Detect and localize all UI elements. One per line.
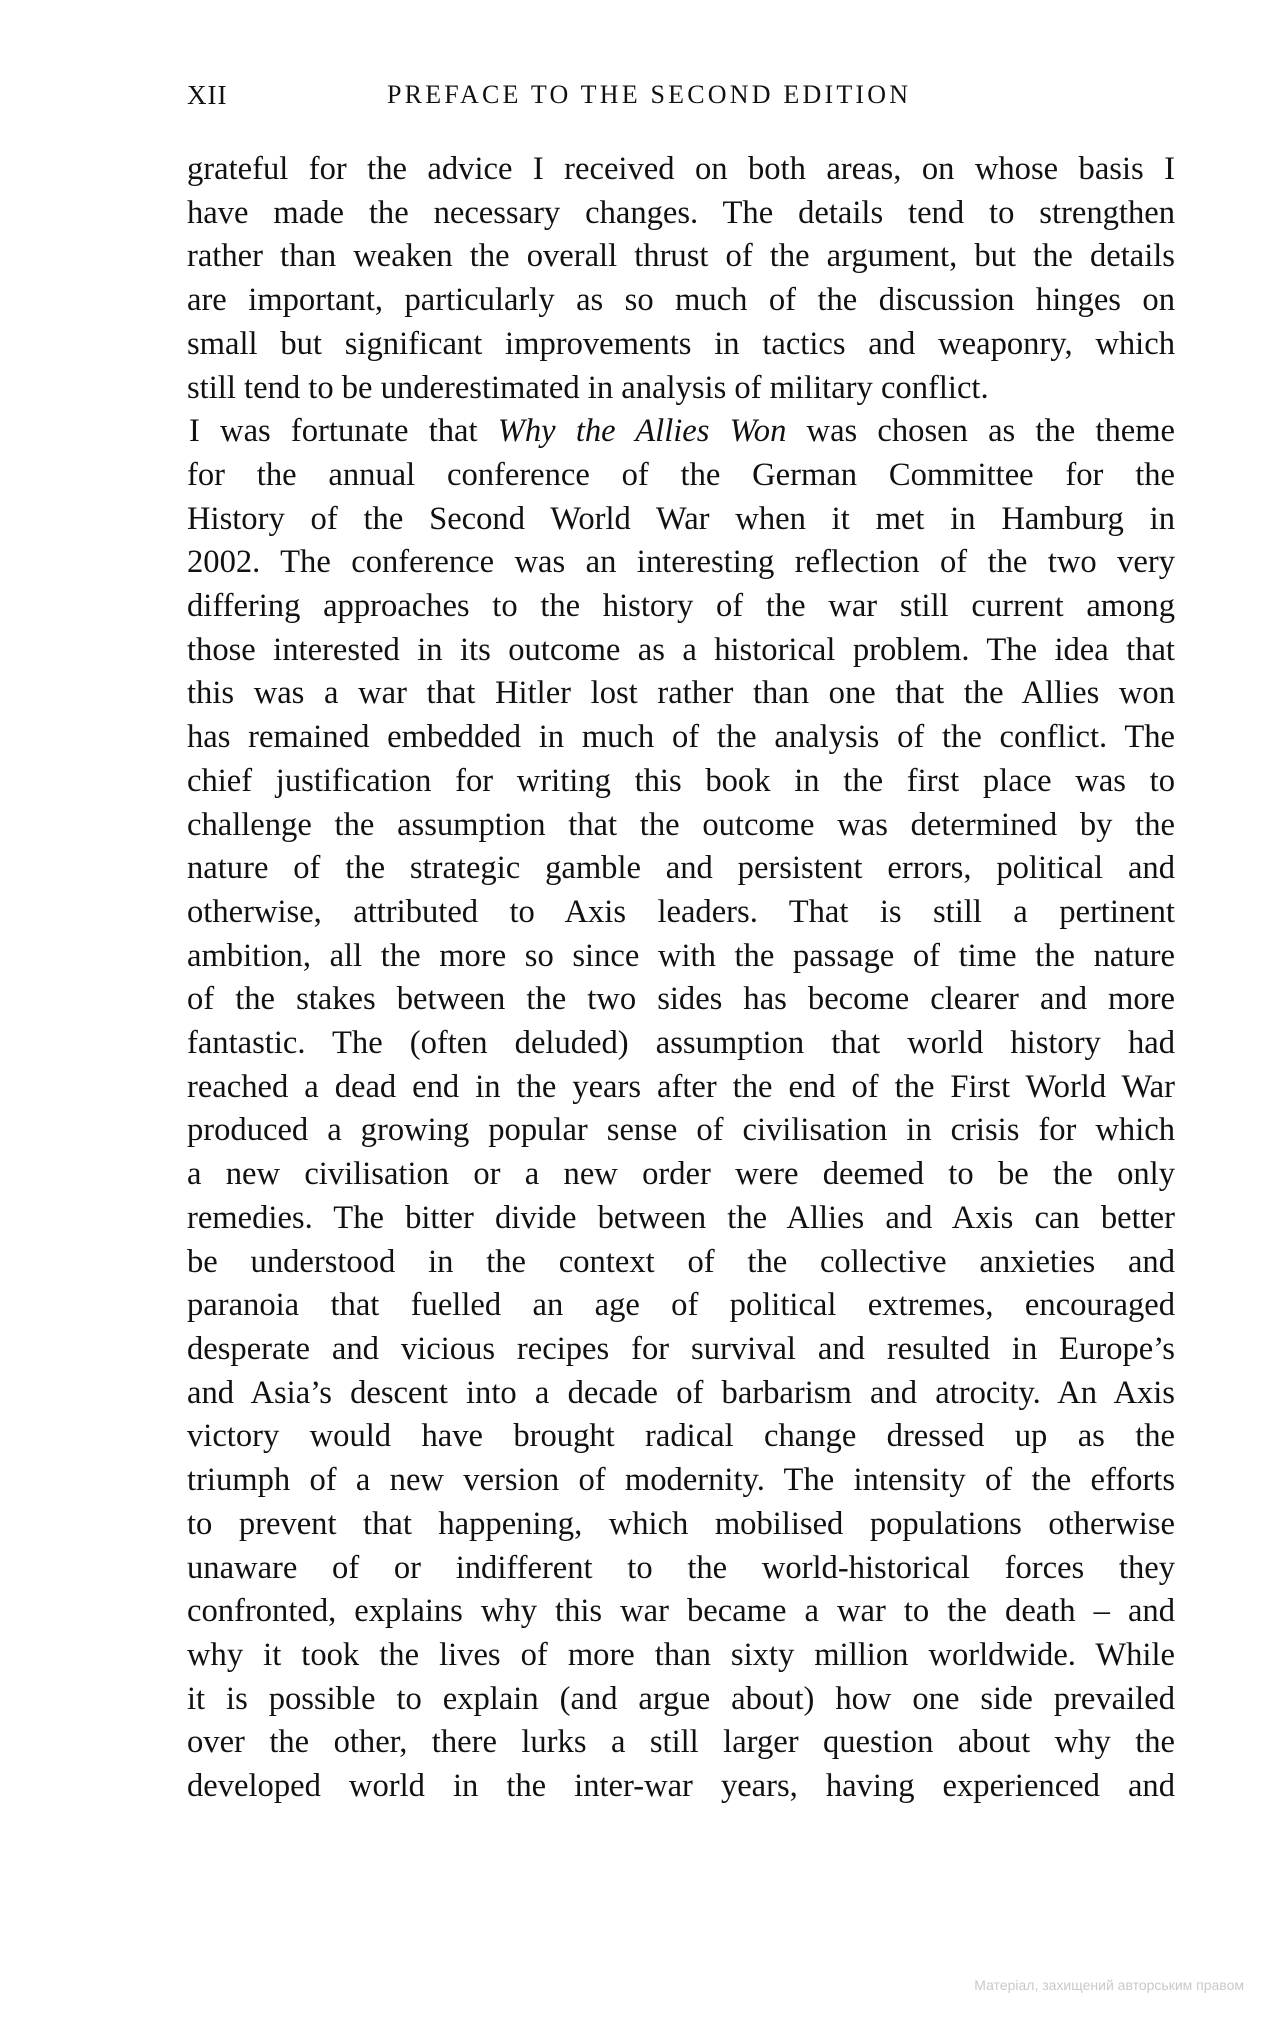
page-number: XII — [187, 80, 228, 110]
text-line: to prevent that happening, which mobilised populations otherwise — [187, 1505, 1175, 1542]
body-text — [187, 148, 1175, 1809]
copyright-watermark: Матеріал, захищений авторським правом — [974, 1977, 1244, 1993]
text-line: small but significant improvements in tactics and weaponry, which — [187, 325, 1175, 362]
text-line: chief justification for writing this book in the first place was to — [187, 762, 1175, 799]
paragraph — [187, 148, 1175, 410]
text-line: why it took the lives of more than sixty million worldwide. While — [187, 1636, 1175, 1673]
text-line: rather than weaken the overall thrust of the argument, but the details — [187, 238, 1175, 275]
text-fragment: I was fortunate that — [189, 413, 498, 450]
text-line: and Asia’s descent into a decade of barbarism and atrocity. An Axis — [187, 1374, 1175, 1411]
text-line: differing approaches to the history of the war still current among — [187, 588, 1175, 625]
text-line: 2002. The conference was an interesting reflection of the two very — [187, 544, 1175, 581]
text-line: triumph of a new version of modernity. The intensity of the efforts — [187, 1462, 1175, 1499]
text-line: produced a growing popular sense of civilisation in crisis for which — [187, 1112, 1175, 1149]
text-line: History of the Second World War when it met in Hamburg in — [187, 500, 1175, 537]
text-line: it is possible to explain (and argue about) how one side prevailed — [187, 1680, 1175, 1717]
running-head-title: PREFACE TO THE SECOND EDITION — [387, 80, 912, 109]
text-line: has remained embedded in much of the analysis of the conflict. The — [187, 719, 1175, 756]
text-line: those interested in its outcome as a historical problem. The idea that — [187, 631, 1175, 668]
text-line: otherwise, attributed to Axis leaders. That is still a pertinent — [187, 893, 1175, 930]
text-line: this was a war that Hitler lost rather than one that the Allies won — [187, 675, 1175, 712]
text-line: fantastic. The (often deluded) assumption that world history had — [187, 1025, 1175, 1062]
text-line: are important, particularly as so much of the discussion hinges on — [187, 282, 1175, 319]
text-line: unaware of or indifferent to the world-historical forces they — [187, 1549, 1175, 1586]
text-line: over the other, there lurks a still larger question about why the — [187, 1724, 1175, 1761]
text-line: challenge the assumption that the outcome was determined by the — [187, 806, 1175, 843]
text-line: developed world in the inter-war years, having experienced and — [187, 1768, 1175, 1805]
paragraph — [187, 410, 1175, 1809]
text-line: reached a dead end in the years after the end of the First World War — [187, 1068, 1175, 1105]
text-line — [187, 410, 1175, 454]
text-line: victory would have brought radical change dressed up as the — [187, 1418, 1175, 1455]
text-line: grateful for the advice I received on both areas, on whose basis I — [187, 151, 1175, 187]
text-line: of the stakes between the two sides has become clearer and more — [187, 981, 1175, 1018]
text-fragment: was chosen as the theme — [786, 413, 1176, 450]
text-line: a new civilisation or a new order were deemed to be the only — [187, 1156, 1175, 1193]
text-line: ambition, all the more so since with the passage of time the nature — [187, 937, 1175, 974]
book-title-italic: Why the Allies Won — [497, 413, 787, 450]
text-line: have made the necessary changes. The details tend to strengthen — [187, 194, 1175, 231]
text-line: desperate and vicious recipes for survival and resulted in Europe’s — [187, 1330, 1175, 1367]
text-line: paranoia that fuelled an age of political extremes, encouraged — [187, 1287, 1175, 1324]
text-line: nature of the strategic gamble and persistent errors, political and — [187, 850, 1175, 887]
text-line: remedies. The bitter divide between the Allies and Axis can better — [187, 1199, 1175, 1236]
text-line: for the annual conference of the German Committee for the — [187, 456, 1175, 493]
text-line: be understood in the context of the collective anxieties and — [187, 1243, 1175, 1280]
running-head — [187, 80, 1187, 120]
text-line: still tend to be underestimated in analysis of military conflict. — [187, 369, 989, 406]
text-line: confronted, explains why this war became a war to the death – and — [187, 1593, 1175, 1630]
